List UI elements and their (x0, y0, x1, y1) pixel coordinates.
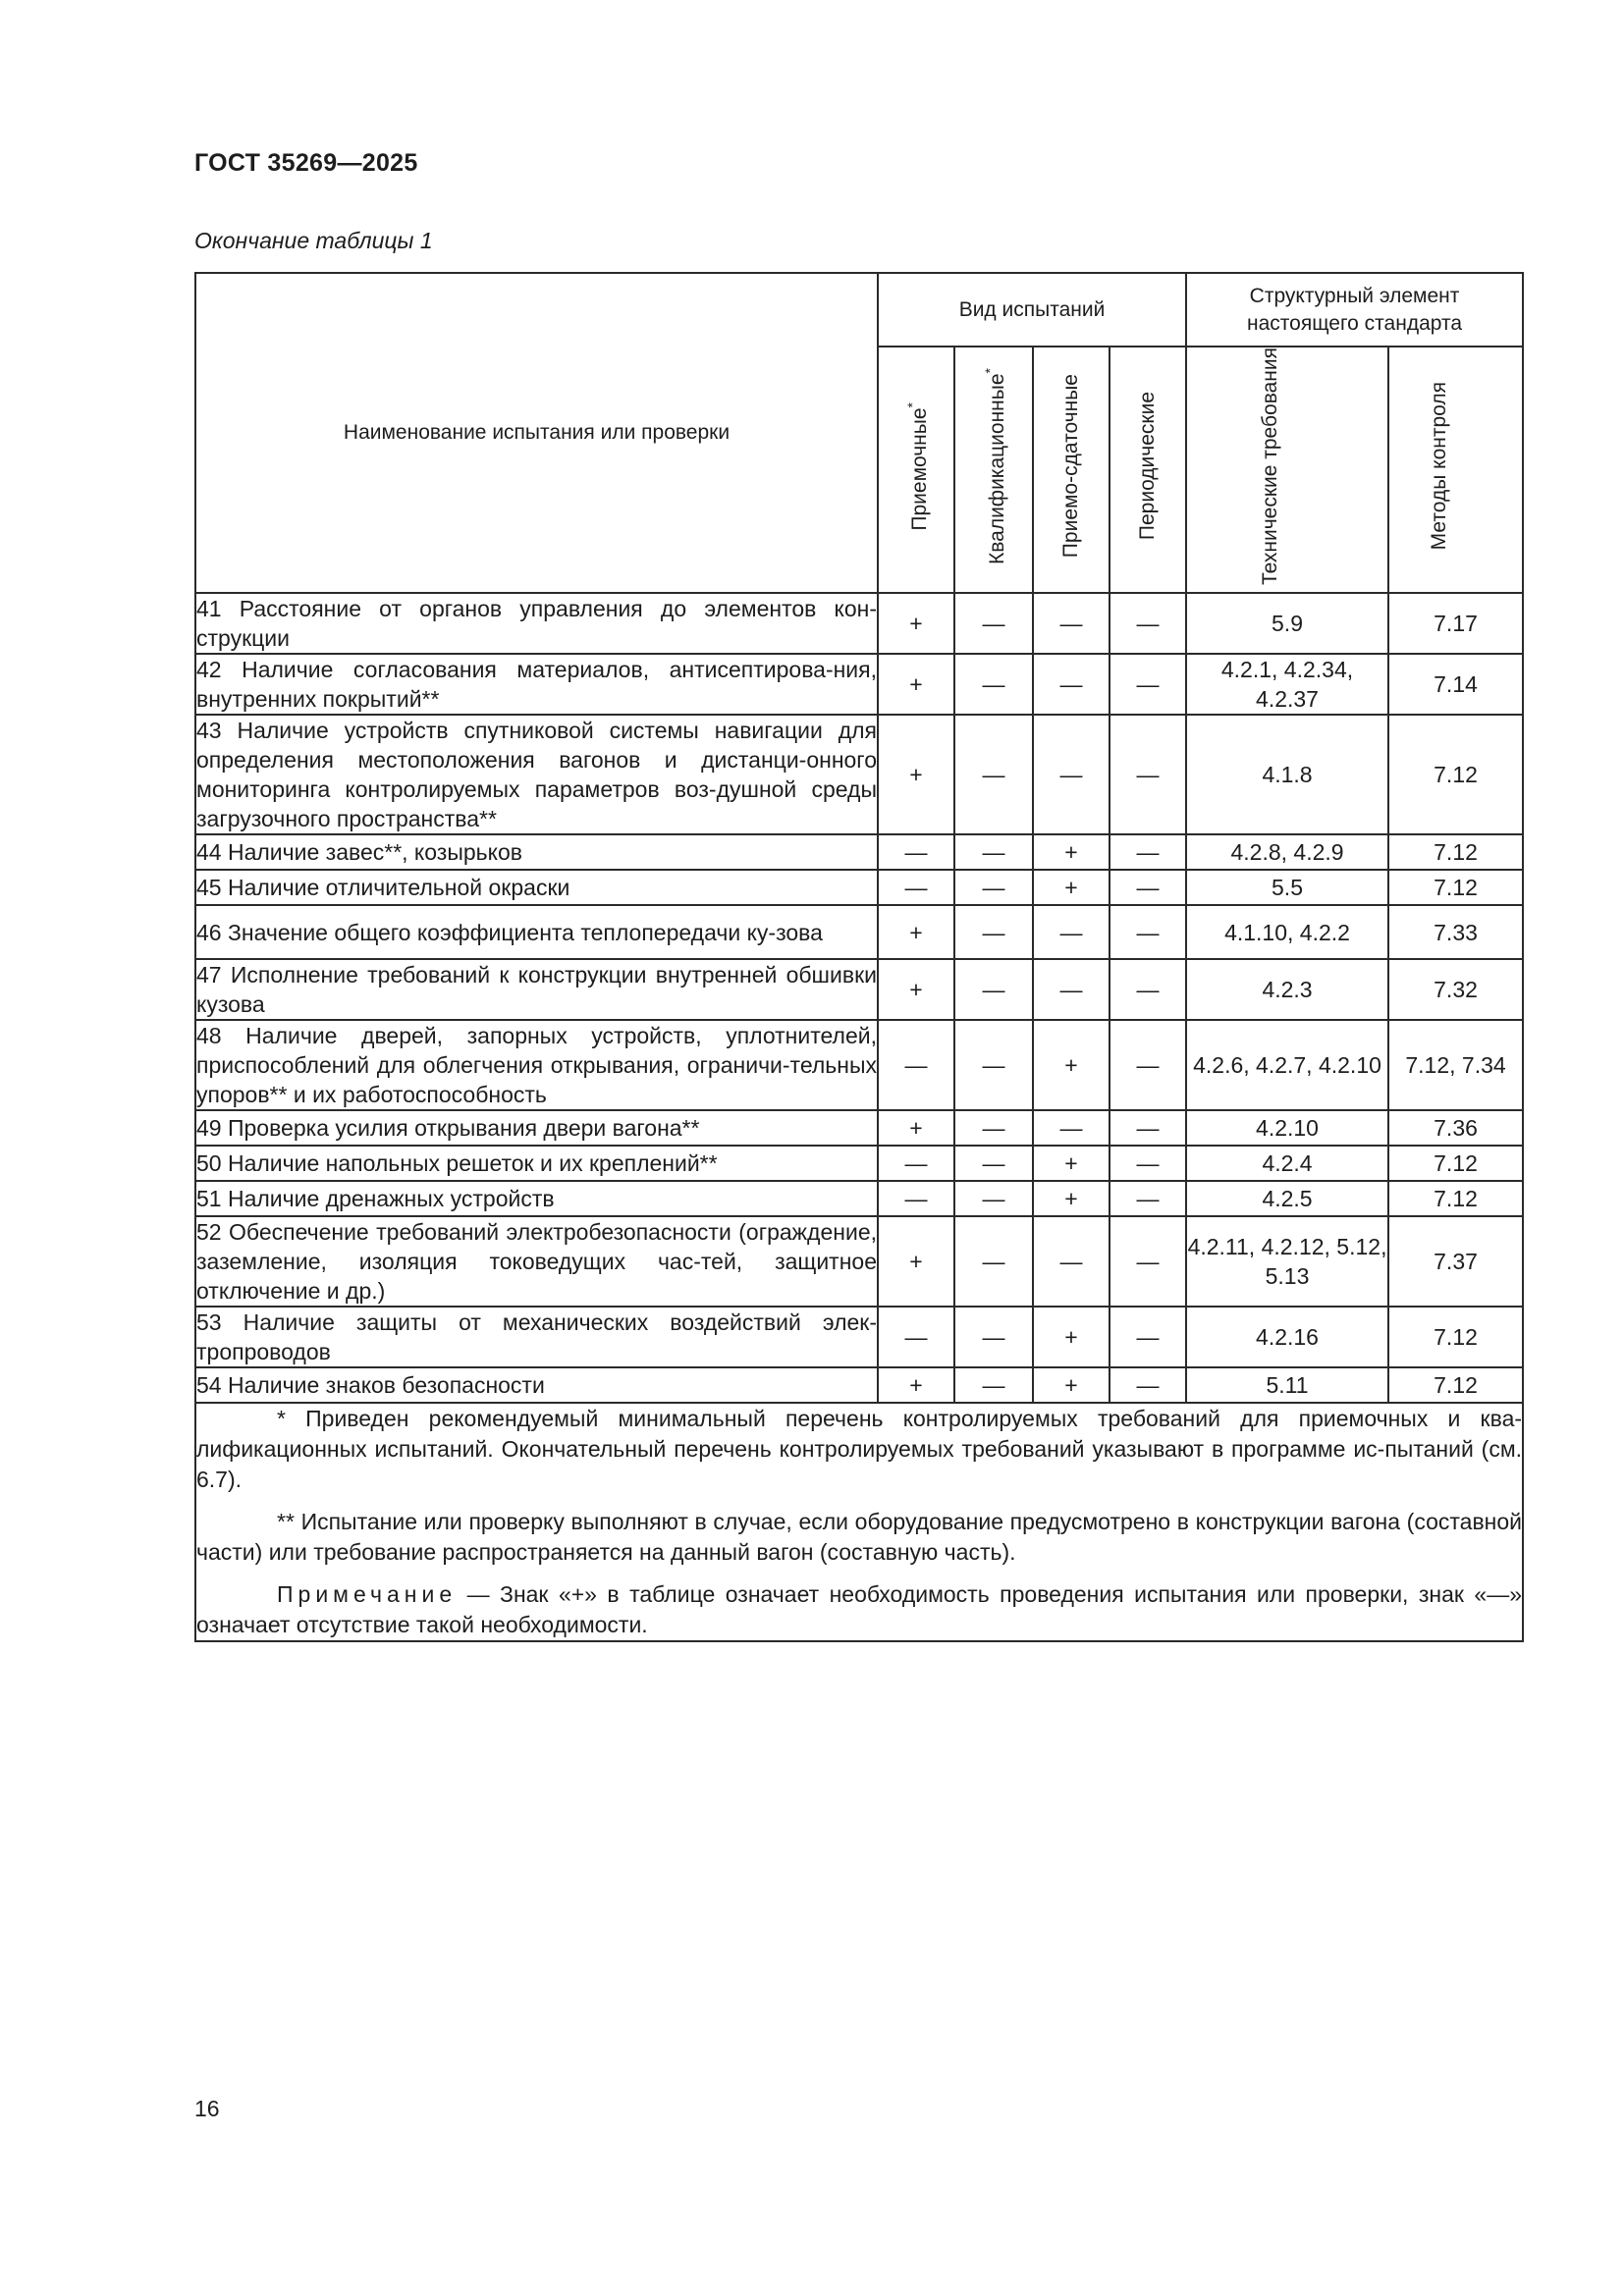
qualification-mark: — (954, 834, 1033, 870)
control-method-ref: 7.33 (1388, 905, 1523, 959)
delivery-mark: + (1033, 1020, 1110, 1110)
control-method-ref: 7.12 (1388, 834, 1523, 870)
periodic-mark: — (1110, 654, 1186, 715)
qualification-mark: — (954, 654, 1033, 715)
table-note (196, 1579, 1522, 1640)
acceptance-mark: — (878, 1181, 954, 1216)
periodic-mark: — (1110, 715, 1186, 834)
tech-requirement-ref: 4.2.8, 4.2.9 (1186, 834, 1388, 870)
footnote-2: ** Испытание или проверку выполняют в случае, если оборудование предусмотрено в конструкции вагона (составной части) или требование распространяется на данный вагон (составную часть). (196, 1509, 1523, 1565)
acceptance-mark: — (878, 1146, 954, 1181)
delivery-mark: + (1033, 1307, 1110, 1367)
delivery-mark: — (1033, 1216, 1110, 1307)
qualification-mark: — (954, 1110, 1033, 1146)
table-row (195, 1367, 1523, 1403)
column-header-name: Наименование испытания или проверки (195, 273, 878, 593)
test-name: 50 Наличие напольных решеток и их креплений** (195, 1146, 878, 1181)
qualification-mark: — (954, 1367, 1033, 1403)
delivery-mark: — (1033, 715, 1110, 834)
qualification-mark: — (954, 905, 1033, 959)
delivery-mark: + (1033, 1146, 1110, 1181)
delivery-mark: + (1033, 870, 1110, 905)
table-row (195, 905, 1523, 959)
table-row (195, 959, 1523, 1020)
acceptance-mark: + (878, 715, 954, 834)
note-label: Примечание (277, 1581, 458, 1607)
periodic-mark: — (1110, 959, 1186, 1020)
delivery-mark: + (1033, 1367, 1110, 1403)
periodic-mark: — (1110, 1146, 1186, 1181)
qualification-mark: — (954, 715, 1033, 834)
qualification-mark: — (954, 959, 1033, 1020)
acceptance-mark: — (878, 834, 954, 870)
test-name: 54 Наличие знаков безопасности (195, 1367, 878, 1403)
footnote-1: * Приведен рекомендуемый минимальный перечень контролируемых требований для приемочных и ква-лификационных испытаний. Окончательный перечень контролируемых требований указывают в программе ис-пытаний (см. 6.7). (196, 1406, 1523, 1492)
tech-requirement-ref: 4.2.4 (1186, 1146, 1388, 1181)
tech-requirement-ref: 5.11 (1186, 1367, 1388, 1403)
control-method-ref: 7.36 (1388, 1110, 1523, 1146)
delivery-mark: + (1033, 834, 1110, 870)
notes-row (195, 1403, 1523, 1641)
qualification-mark: — (954, 1181, 1033, 1216)
qualification-mark: — (954, 1307, 1033, 1367)
test-name: 49 Проверка усилия открывания двери вагона** (195, 1110, 878, 1146)
control-method-ref: 7.12 (1388, 1307, 1523, 1367)
test-name: 43 Наличие устройств спутниковой системы навигации для определения местоположения вагонов и дистанци-онного мониторинга контролируемых параметров воз-душной среды загрузочного пространства** (195, 715, 878, 834)
control-method-ref: 7.12 (1388, 1146, 1523, 1181)
acceptance-mark: + (878, 654, 954, 715)
delivery-mark: — (1033, 593, 1110, 654)
tech-requirement-ref: 4.2.5 (1186, 1181, 1388, 1216)
qualification-mark: — (954, 1216, 1033, 1307)
table-row (195, 870, 1523, 905)
table-row (195, 1110, 1523, 1146)
test-name: 44 Наличие завес**, козырьков (195, 834, 878, 870)
table-row (195, 1181, 1523, 1216)
delivery-mark: — (1033, 654, 1110, 715)
column-header-tech-requirements: Технические требования (1186, 347, 1388, 593)
column-group-test-type: Вид испытаний (878, 273, 1186, 347)
table-row (195, 1146, 1523, 1181)
column-header-delivery: Приемо-сдаточные (1033, 347, 1110, 593)
periodic-mark: — (1110, 870, 1186, 905)
tech-requirement-ref: 4.1.10, 4.2.2 (1186, 905, 1388, 959)
qualification-mark: — (954, 593, 1033, 654)
control-method-ref: 7.12, 7.34 (1388, 1020, 1523, 1110)
column-header-periodic: Периодические (1110, 347, 1186, 593)
table-row (195, 1216, 1523, 1307)
control-method-ref: 7.12 (1388, 1367, 1523, 1403)
acceptance-mark: + (878, 1110, 954, 1146)
document-header: ГОСТ 35269—2025 (194, 149, 418, 177)
acceptance-mark: + (878, 593, 954, 654)
qualification-mark: — (954, 1146, 1033, 1181)
note-text: — Знак «+» в таблице означает необходимость проведения испытания или проверки, знак «—» означает отсутствие такой необходимости. (196, 1581, 1523, 1637)
test-name: 52 Обеспечение требований электробезопасности (ограждение, заземление, изоляция токоведущих час-тей, защитное отключение и др.) (195, 1216, 878, 1307)
periodic-mark: — (1110, 834, 1186, 870)
control-method-ref: 7.12 (1388, 870, 1523, 905)
acceptance-mark: + (878, 959, 954, 1020)
periodic-mark: — (1110, 905, 1186, 959)
test-name: 41 Расстояние от органов управления до элементов кон-струкции (195, 593, 878, 654)
tech-requirement-ref: 4.2.16 (1186, 1307, 1388, 1367)
delivery-mark: — (1033, 959, 1110, 1020)
table-row (195, 654, 1523, 715)
test-name: 46 Значение общего коэффициента теплопередачи ку-зова (195, 905, 878, 959)
control-method-ref: 7.12 (1388, 715, 1523, 834)
periodic-mark: — (1110, 593, 1186, 654)
acceptance-mark: + (878, 1367, 954, 1403)
qualification-mark: — (954, 1020, 1033, 1110)
column-header-acceptance: Приемочные* (878, 347, 954, 593)
acceptance-mark: — (878, 870, 954, 905)
tech-requirement-ref: 4.2.3 (1186, 959, 1388, 1020)
column-group-structural-element: Структурный элемент настоящего стандарта (1186, 273, 1523, 347)
table-notes (195, 1403, 1523, 1641)
header-row-1 (195, 273, 1523, 347)
acceptance-mark: + (878, 1216, 954, 1307)
test-name: 51 Наличие дренажных устройств (195, 1181, 878, 1216)
test-name: 45 Наличие отличительной окраски (195, 870, 878, 905)
table-row (195, 593, 1523, 654)
control-method-ref: 7.17 (1388, 593, 1523, 654)
page-number: 16 (194, 2096, 220, 2121)
tech-requirement-ref: 4.1.8 (1186, 715, 1388, 834)
column-header-qualification: Квалификационные* (954, 347, 1033, 593)
requirements-table (194, 272, 1524, 1642)
periodic-mark: — (1110, 1216, 1186, 1307)
acceptance-mark: — (878, 1020, 954, 1110)
table-row (195, 715, 1523, 834)
periodic-mark: — (1110, 1181, 1186, 1216)
periodic-mark: — (1110, 1307, 1186, 1367)
qualification-mark: — (954, 870, 1033, 905)
test-name: 48 Наличие дверей, запорных устройств, уплотнителей, приспособлений для облегчения открывания, ограничи-тельных упоров** и их работоспособность (195, 1020, 878, 1110)
column-header-control-methods: Методы контроля (1388, 347, 1523, 593)
periodic-mark: — (1110, 1020, 1186, 1110)
control-method-ref: 7.12 (1388, 1181, 1523, 1216)
table-row (195, 1307, 1523, 1367)
tech-requirement-ref: 4.2.11, 4.2.12, 5.12, 5.13 (1186, 1216, 1388, 1307)
tech-requirement-ref: 5.9 (1186, 593, 1388, 654)
acceptance-mark: — (878, 1307, 954, 1367)
table-continuation-caption: Окончание таблицы 1 (194, 228, 433, 253)
control-method-ref: 7.14 (1388, 654, 1523, 715)
control-method-ref: 7.37 (1388, 1216, 1523, 1307)
tech-requirement-ref: 5.5 (1186, 870, 1388, 905)
table-row (195, 834, 1523, 870)
test-name: 53 Наличие защиты от механических воздействий элек-тропроводов (195, 1307, 878, 1367)
tech-requirement-ref: 4.2.1, 4.2.34, 4.2.37 (1186, 654, 1388, 715)
test-name: 47 Исполнение требований к конструкции внутренней обшивки кузова (195, 959, 878, 1020)
periodic-mark: — (1110, 1110, 1186, 1146)
table-row (195, 1020, 1523, 1110)
tech-requirement-ref: 4.2.6, 4.2.7, 4.2.10 (1186, 1020, 1388, 1110)
tech-requirement-ref: 4.2.10 (1186, 1110, 1388, 1146)
delivery-mark: — (1033, 1110, 1110, 1146)
acceptance-mark: + (878, 905, 954, 959)
test-name: 42 Наличие согласования материалов, антисептирова-ния, внутренних покрытий** (195, 654, 878, 715)
delivery-mark: — (1033, 905, 1110, 959)
periodic-mark: — (1110, 1367, 1186, 1403)
delivery-mark: + (1033, 1181, 1110, 1216)
control-method-ref: 7.32 (1388, 959, 1523, 1020)
